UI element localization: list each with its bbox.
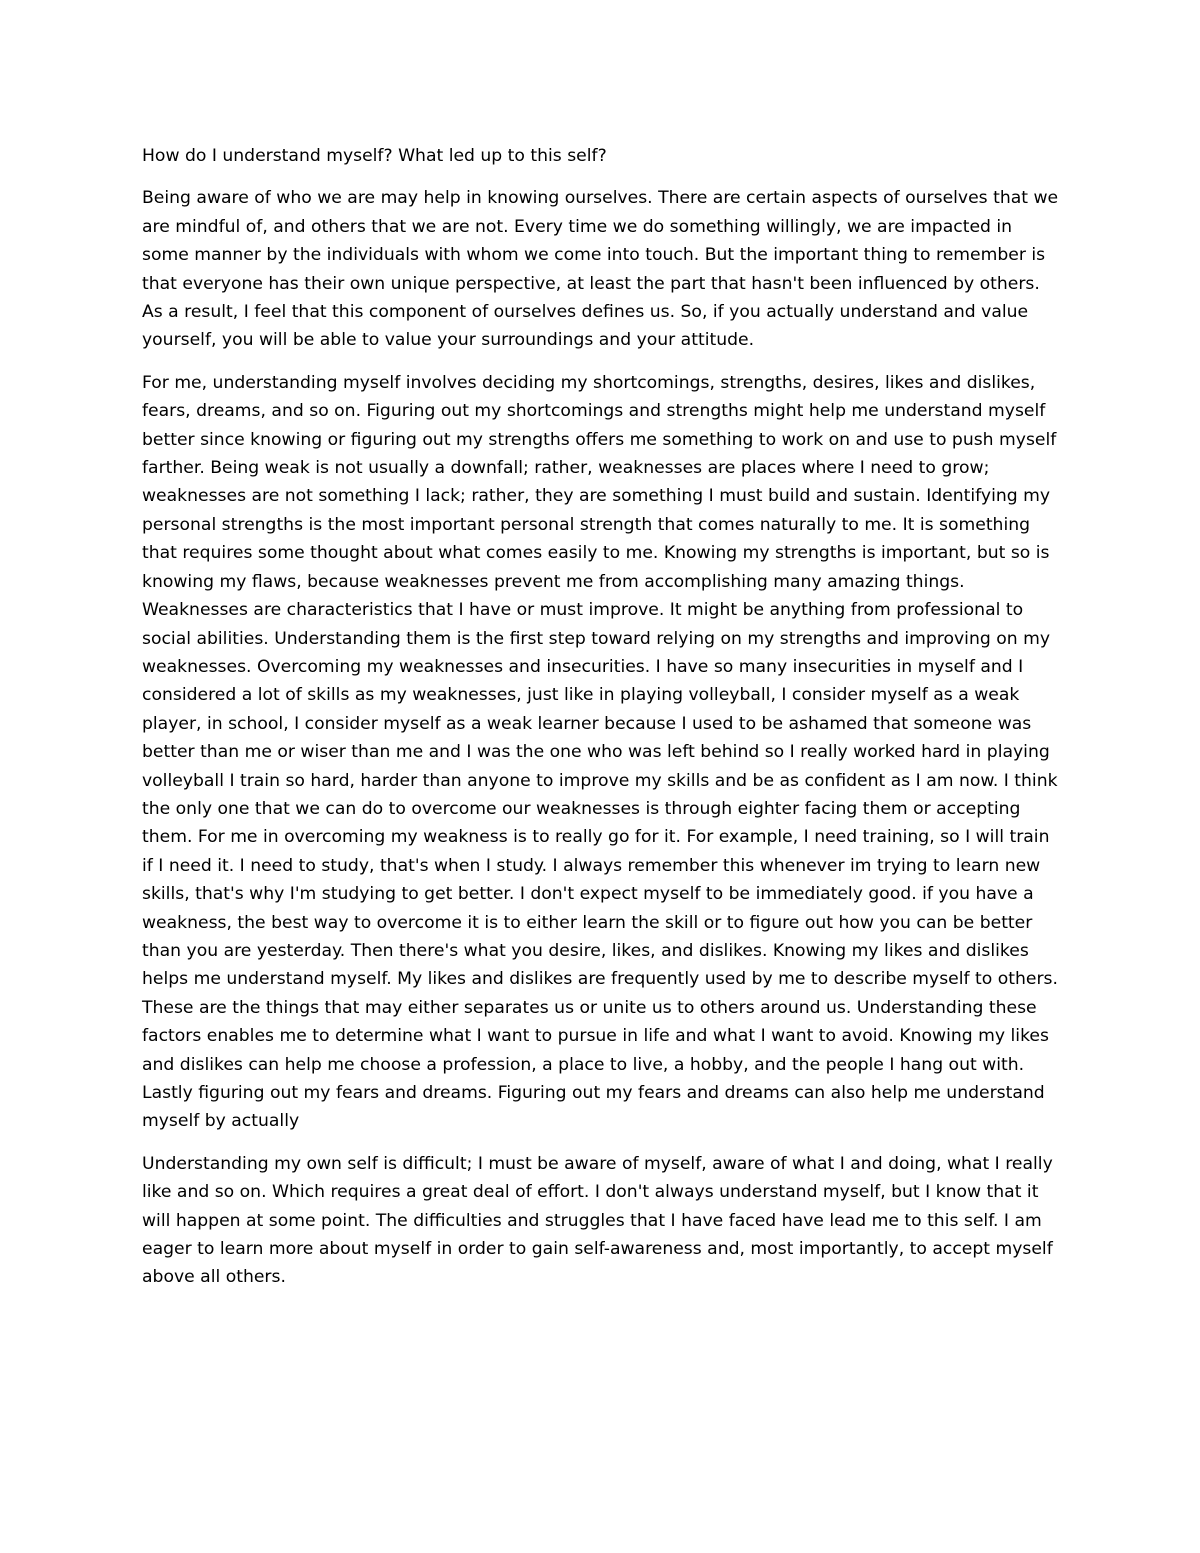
paragraph-intro: Being aware of who we are may help in knowing ourselves. There are certain aspects of ourselves that we are mindful of, and others that we are not. Every time we do something willingly, we are impacted in some manner by the individuals with whom we come into touch. But the important thing to remember is that everyone has their own unique perspective, at least the part that hasn't been influenced by others. As a result, I feel that this component of ourselves defines us. So, if you actually understand and value yourself, you will be able to value your surroundings and your attitude.: [142, 188, 1059, 351]
paragraph-main: For me, understanding myself involves deciding my shortcomings, strengths, desires, likes and dislikes, fears, dreams, and so on. Figuring out my shortcomings and strengths might help me understand myself better since knowing or figuring out my strengths offers me something to work on and use to push myself farther. Being weak is not usually a downfall; rather, weaknesses are places where I need to grow; weaknesses are not something I lack; rather, they are something I must build and sustain. Identifying my personal strengths is the most important personal strength that comes naturally to me. It is something that requires some thought about what comes easily to me. Knowing my strengths is important, but so is knowing my flaws, because weaknesses prevent me from accomplishing many amazing things. Weaknesses are characteristics that I have or must improve. It might be anything from professional to social abilities. Understanding them is the first step toward relying on my strengths and improving on my weaknesses. Overcoming my weaknesses and insecurities. I have so many insecurities in myself and I considered a lot of skills as my weaknesses, just like in playing volleyball, I consider myself as a weak player, in school, I consider myself as a weak learner because I used to be ashamed that someone was better than me or wiser than me and I was the one who was left behind so I really worked hard in playing volleyball I train so hard, harder than anyone to improve my skills and be as confident as I am now. I think the only one that we can do to overcome our weaknesses is through eighter facing them or accepting them. For me in overcoming my weakness is to really go for it. For example, I need training, so I will train if I need it. I need to study, that's when I study. I always remember this whenever im trying to learn new skills, that's why I'm studying to get better. I don't expect myself to be immediately good. if you have a weakness, the best way to overcome it is to either learn the skill or to figure out how you can be better than you are yesterday. Then there's what you desire, likes, and dislikes. Knowing my likes and dislikes helps me understand myself. My likes and dislikes are frequently used by me to describe myself to others. These are the things that may either separates us or unite us to others around us. Understanding these factors enables me to determine what I want to pursue in life and what I want to avoid. Knowing my likes and dislikes can help me choose a profession, a place to live, a hobby, and the people I hang out with. Lastly figuring out my fears and dreams. Figuring out my fears and dreams can also help me understand myself by actually: [142, 372, 1058, 1132]
paragraph-conclusion: Understanding my own self is difficult; I must be aware of myself, aware of what I and doing, what I really like and so on. Which requires a great deal of effort. I don't always understand myself, but I know that it will happen at some point. The difficulties and struggles that I have faced have lead me to this self. I am eager to learn more about myself in order to gain self-awareness and, most importantly, to accept myself above all others.: [142, 1153, 1053, 1288]
document-title: How do I understand myself? What led up to this self?: [142, 146, 607, 166]
document-body: [142, 142, 1062, 1306]
